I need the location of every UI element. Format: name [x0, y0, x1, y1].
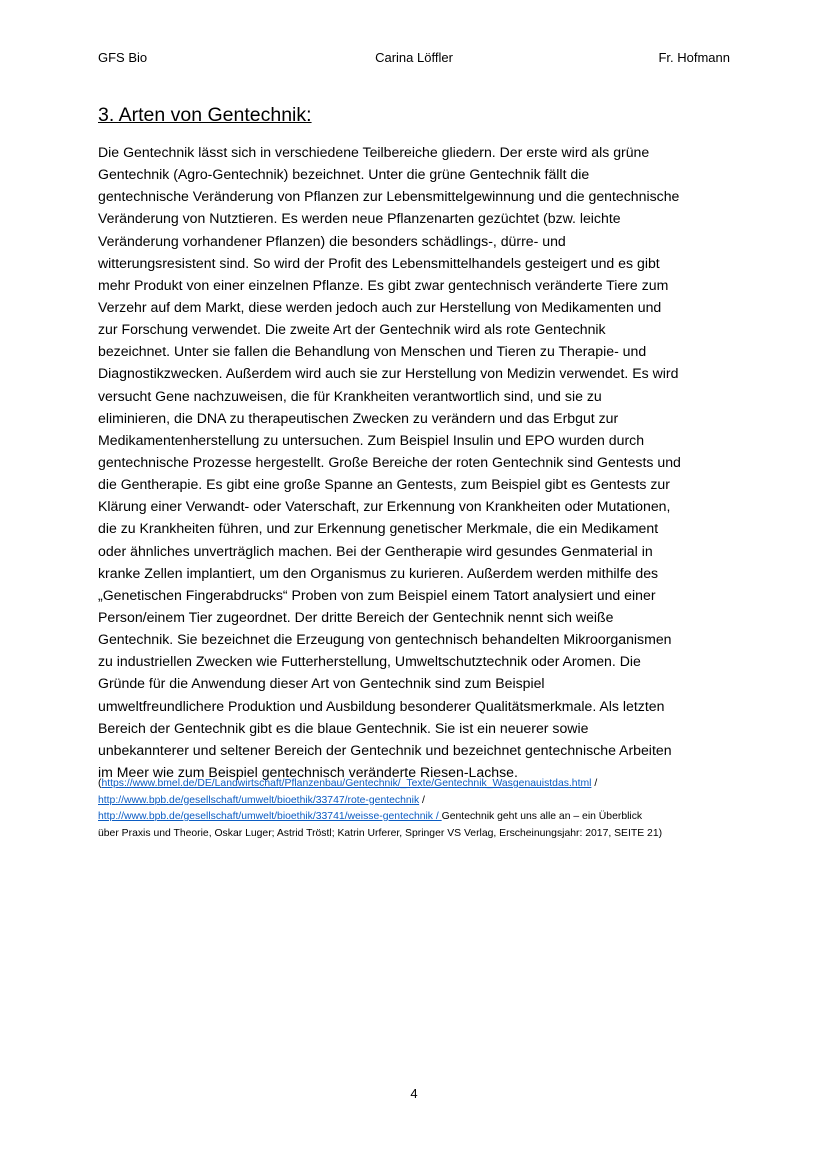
body-line: „Genetischen Fingerabdrucks“ Proben von zum Beispiel einem Tatort analysiert und einer: [98, 586, 656, 603]
reference-separator: /: [419, 794, 425, 806]
body-line: gentechnische Veränderung von Pflanzen zur Lebensmittelgewinnung und die gentechnische: [98, 188, 680, 205]
body-line: kranke Zellen implantiert, um den Organismus zu kurieren. Außerdem werden mithilfe des: [98, 564, 659, 581]
body-line: die zu Krankheiten führen, und zur Erkennung genetischer Merkmale, die ein Medikament: [98, 520, 659, 537]
body-line: zur Forschung verwendet. Die zweite Art der Gentechnik wird als rote Gentechnik: [98, 321, 606, 338]
references: [98, 776, 738, 842]
body-line: Gentechnik. Sie bezeichnet die Erzeugung von gentechnisch behandelten Mikroorganismen: [98, 631, 672, 648]
body-line: unbekannterer und seltener Bereich der Gentechnik und bezeichnet gentechnische Arbeiten: [98, 741, 672, 758]
header-author: Carina Löffler: [375, 50, 453, 65]
section-heading: 3. Arten von Gentechnik:: [98, 104, 312, 126]
header-subject: GFS Bio: [98, 50, 148, 65]
body-line: zu industriellen Zwecken wie Futterherstellung, Umweltschutztechnik oder Aromen. Die: [98, 653, 641, 670]
reference-link-rote-gentechnik[interactable]: http://www.bpb.de/gesellschaft/umwelt/bioethik/33747/rote-gentechnik: [98, 794, 420, 806]
body-line: Medikamentenherstellung zu untersuchen. Zum Beispiel Insulin und EPO wurden durch: [98, 431, 645, 448]
reference-link-weisse-gentechnik[interactable]: http://www.bpb.de/gesellschaft/umwelt/bioethik/33741/weisse-gentechnik /: [98, 811, 442, 822]
reference-separator: /: [591, 778, 598, 789]
body-line: mehr Produkt von einer einzelnen Pflanze. Es gibt zwar gentechnisch veränderte Tiere zum: [98, 276, 669, 293]
body-line: Bereich der Gentechnik gibt es die blaue Gentechnik. Sie ist ein neuerer sowie: [98, 719, 589, 736]
body-text: [98, 141, 738, 783]
reference-line-4: über Praxis und Theorie, Oskar Luger; Astrid Tröstl; Katrin Urferer, Springer VS Verlag, Erscheinungsjahr: 2017, SEITE 21): [98, 827, 663, 839]
reference-line-2: [98, 793, 738, 810]
body-line: eliminieren, die DNA zu therapeutischen Zwecken zu verändern und das Erbgut zur: [98, 409, 619, 426]
body-line: Diagnostikzwecken. Außerdem wird auch sie zur Herstellung von Medizin verwendet. Es wird: [98, 365, 679, 382]
body-line: bezeichnet. Unter sie fallen die Behandlung von Menschen und Tieren zu Therapie- und: [98, 343, 647, 360]
body-line: Gentechnik (Agro-Gentechnik) bezeichnet. Unter die grüne Gentechnik fällt die: [98, 166, 590, 183]
body-line: Person/einem Tier zugeordnet. Der dritte Bereich der Gentechnik nennt sich weiße: [98, 608, 614, 625]
body-line: Klärung einer Verwandt- oder Vaterschaft, zur Erkennung von Krankheiten oder Mutationen,: [98, 498, 671, 515]
body-line: Gründe für die Anwendung dieser Art von Gentechnik sind zum Beispiel: [98, 675, 545, 692]
reference-line-3: [98, 809, 738, 826]
body-line: Veränderung vorhandener Pflanzen) die besonders schädlings-, dürre- und: [98, 232, 566, 249]
reference-link-bmel[interactable]: https://www.bmel.de/DE/Landwirtschaft/Pflanzenbau/Gentechnik/_Texte/Gentechnik_Wasgenauistdas.html: [101, 778, 592, 789]
body-line: witterungsresistent sind. So wird der Profit des Lebensmittelhandels gesteigert und es gibt: [98, 254, 660, 271]
reference-open-paren: (: [98, 778, 102, 789]
reference-line-1: [98, 776, 738, 793]
body-line: die Gentherapie. Es gibt eine große Spanne an Gentests, zum Beispiel gibt es Gentests zur: [98, 476, 670, 493]
body-line: Verzehr auf dem Markt, diese werden jedoch auch zur Herstellung von Medikamenten und: [98, 298, 662, 315]
body-line: oder ähnliches unverträglich machen. Bei der Gentherapie wird gesundes Genmaterial in: [98, 542, 653, 559]
body-line: Die Gentechnik lässt sich in verschiedene Teilbereiche gliedern. Der erste wird als grüne: [98, 144, 650, 160]
reference-book-title: Gentechnik geht uns alle an – ein Überblick: [441, 811, 643, 822]
body-line: umweltfreundlichere Produktion und Ausbildung besonderer Qualitätsmerkmale. Als letzten: [98, 697, 665, 714]
header-teacher: Fr. Hofmann: [658, 50, 730, 65]
body-line: gentechnische Prozesse hergestellt. Große Bereiche der roten Gentechnik sind Gentests und: [98, 453, 681, 470]
body-line: im Meer wie zum Beispiel gentechnisch veränderte Riesen-Lachse.: [98, 763, 518, 780]
page-number: 4: [410, 1086, 418, 1101]
body-line: Veränderung von Nutztieren. Es werden neue Pflanzenarten gezüchtet (bzw. leichte: [98, 210, 621, 227]
body-line: versucht Gene nachzuweisen, die für Krankheiten verantwortlich sind, und sie zu: [98, 387, 602, 404]
